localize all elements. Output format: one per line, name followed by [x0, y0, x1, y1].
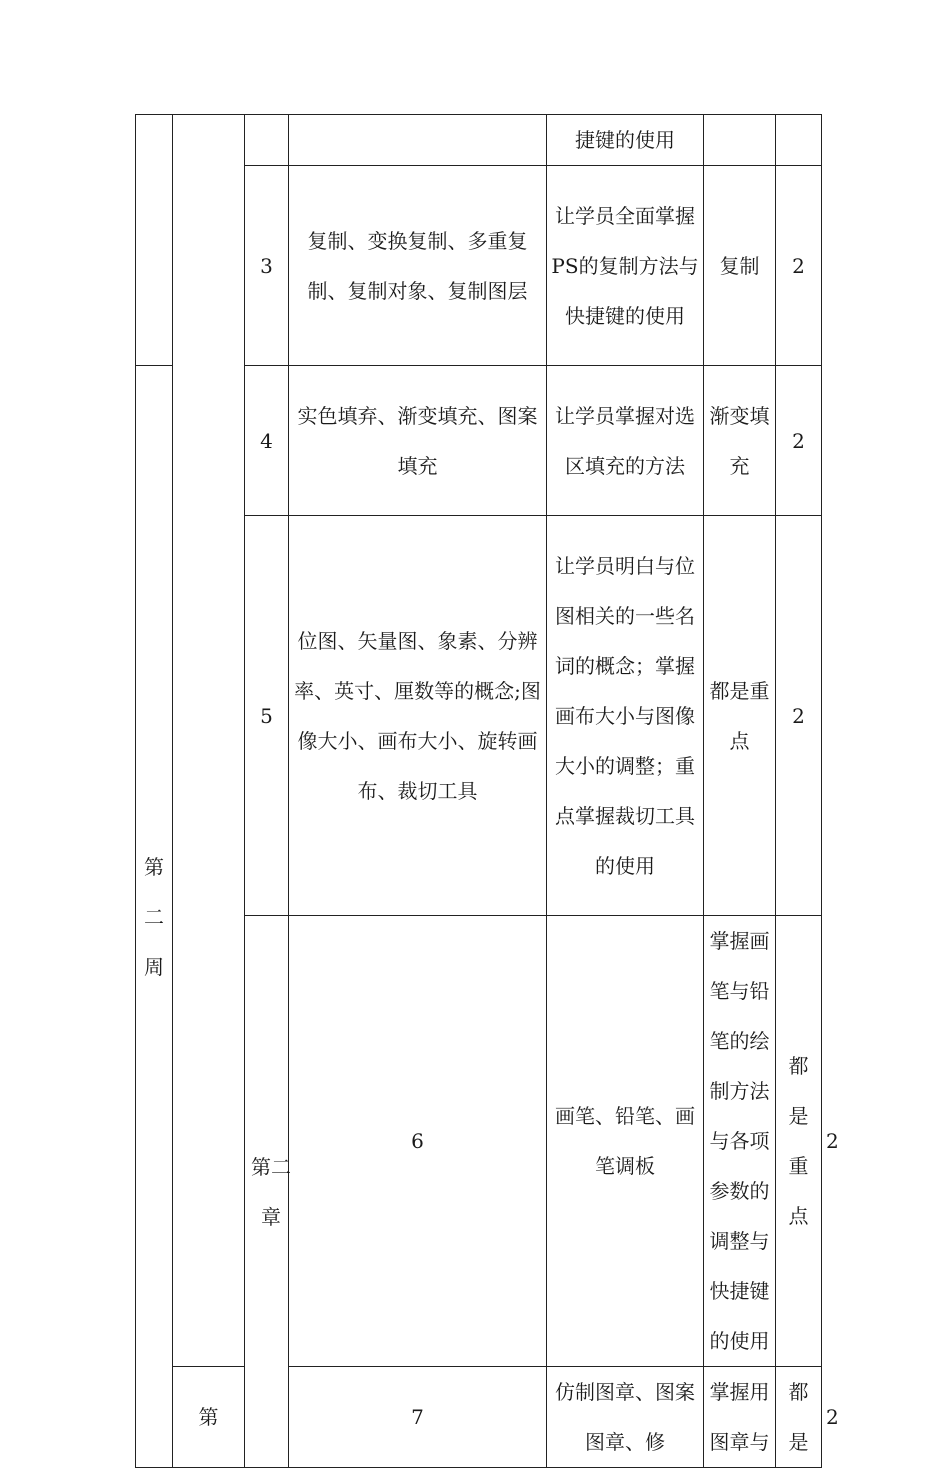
- lesson-topic: [289, 115, 547, 166]
- lesson-goal: 让学员全面掌握PS的复制方法与快捷键的使用: [547, 166, 704, 366]
- lesson-goal: 掌握画笔与铅笔的绘制方法与各项参数的调整与快捷键的使用: [704, 916, 776, 1367]
- lesson-number: 6: [289, 916, 547, 1367]
- lesson-goal: 掌握用图章与: [704, 1367, 776, 1468]
- table-row: 第二章 6 画笔、铅笔、画笔调板 掌握画笔与铅笔的绘制方法与各项参数的调整与快捷键的使用 都是重点 2: [136, 916, 822, 1367]
- week-cell: [136, 366, 173, 1468]
- lesson-hours: 2: [776, 516, 822, 916]
- lesson-key-point: 都是重点: [704, 516, 776, 916]
- chapter-label: 第二章: [251, 1154, 291, 1229]
- lesson-goal: 让学员掌握对选区填充的方法: [547, 366, 704, 516]
- table-row: [136, 115, 822, 166]
- lesson-key-point: [704, 115, 776, 166]
- lesson-key-point: 渐变填充: [704, 366, 776, 516]
- lesson-goal: 捷键的使用: [547, 115, 704, 166]
- lesson-key-point: 都是重点: [776, 916, 822, 1367]
- lesson-topic: 画笔、铅笔、画笔调板: [547, 916, 704, 1367]
- lesson-hours: [776, 115, 822, 166]
- lesson-key-point: 都 是: [776, 1367, 822, 1468]
- chapter-cell-prev: [173, 115, 245, 1367]
- week-cell-prev: [136, 115, 173, 366]
- lesson-topic: 复制、变换复制、多重复制、复制对象、复制图层: [289, 166, 547, 366]
- week-cell-next: 第: [173, 1367, 245, 1468]
- chapter-cell: [245, 916, 289, 1468]
- week-label: 第二周: [144, 854, 164, 979]
- lesson-goal: 让学员明白与位图相关的一些名词的概念；掌握画布大小与图像大小的调整；重点掌握裁切工具的使用: [547, 516, 704, 916]
- lesson-hours: 2: [776, 366, 822, 516]
- lesson-number: 3: [245, 166, 289, 366]
- lesson-number: 7: [289, 1367, 547, 1468]
- table-row: 第 7 仿制图章、图案图章、修 掌握用图章与 都 是 2: [136, 1367, 822, 1468]
- lesson-number: 5: [245, 516, 289, 916]
- lesson-topic: 位图、矢量图、象素、分辨率、英寸、厘数等的概念;图像大小、画布大小、旋转画布、裁切工具: [289, 516, 547, 916]
- syllabus-table: [135, 114, 839, 1468]
- lesson-topic: 仿制图章、图案图章、修: [547, 1367, 704, 1468]
- lesson-hours: 2: [776, 166, 822, 366]
- lesson-key-point: 复制: [704, 166, 776, 366]
- lesson-number: 4: [245, 366, 289, 516]
- lesson-topic: 实色填弃、渐变填充、图案填充: [289, 366, 547, 516]
- lesson-number: [245, 115, 289, 166]
